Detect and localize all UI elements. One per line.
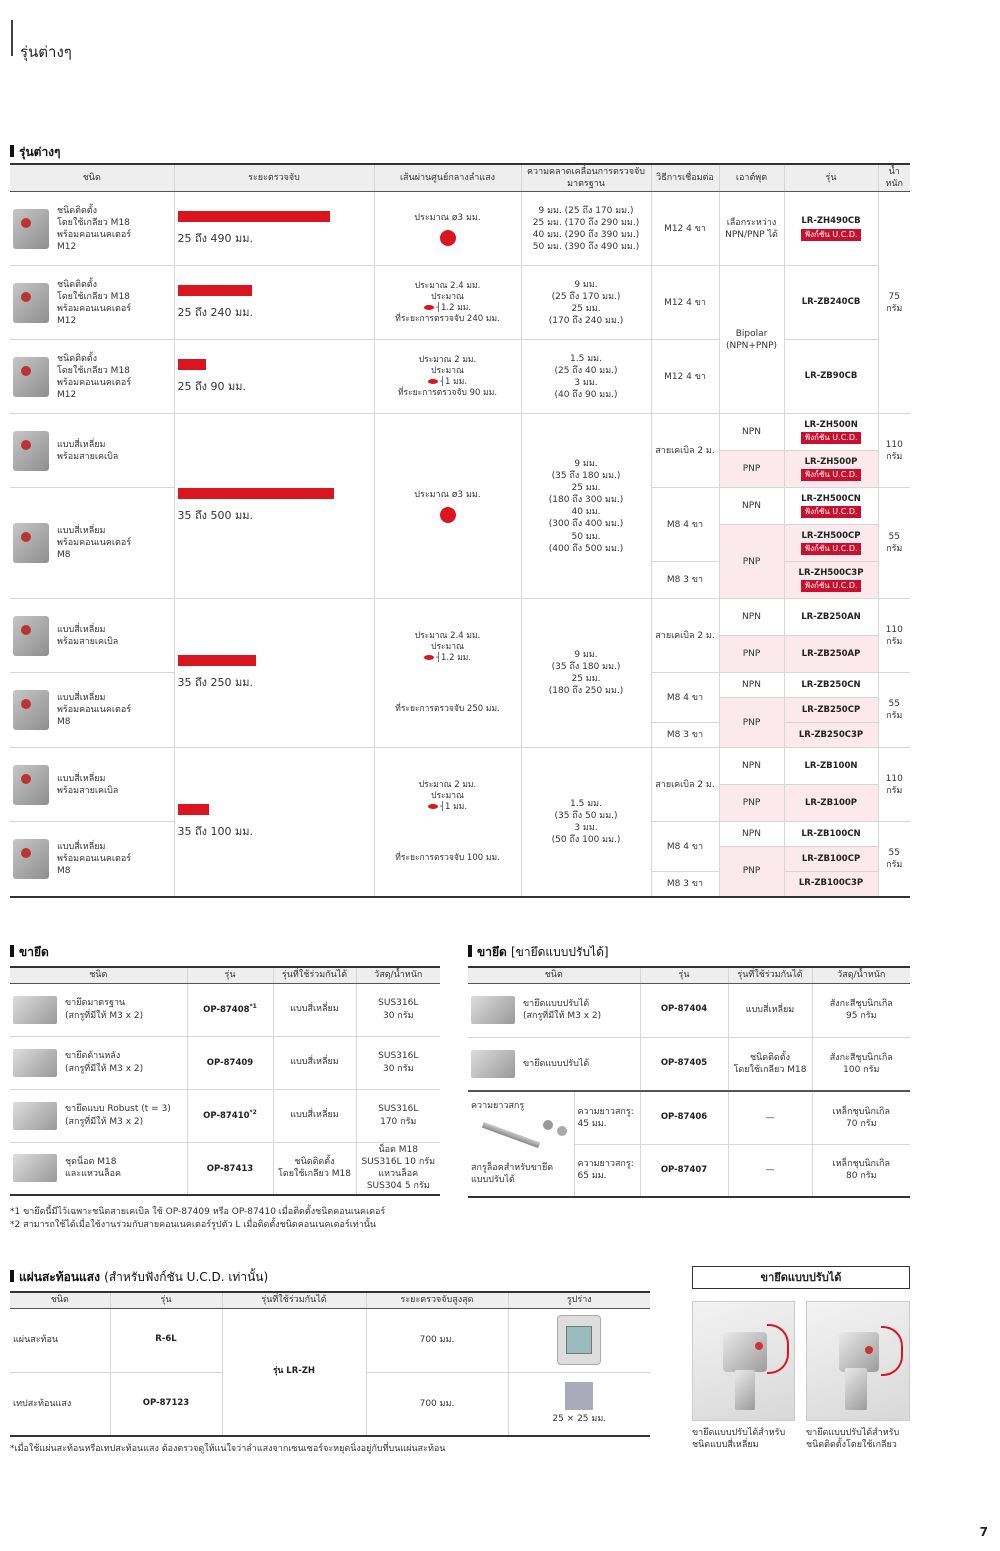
type-label: ขายึดด้านหลัง (สกรูที่มีให้ M3 x 2): [65, 1051, 144, 1074]
model-number: LR-ZB250CN: [784, 673, 878, 698]
material-cell: เหล็กชุบนิกเกิล 70 กรัม: [812, 1091, 910, 1144]
type-cell: [10, 192, 174, 266]
section-marker: [10, 945, 14, 957]
model-footnote-mark: *1: [249, 1002, 257, 1010]
output-cell: PNP: [719, 847, 784, 897]
model-cell: [784, 451, 878, 488]
sensor-square-image: [13, 690, 49, 730]
type-label: ชนิดติดตั้ง โดยใช้เกลียว M18 พร้อมคอนเนคเตอร์ M12: [57, 353, 132, 400]
beam-spot-ellipse-icon: [424, 655, 434, 660]
range-cell: [174, 340, 374, 414]
connection-cell: M12 4 ขา: [651, 192, 719, 266]
model-cell: [187, 983, 273, 1036]
model-cell: [187, 1036, 273, 1089]
adj-photo-caption-1: ขายึดแบบปรับได้สำหรับ ชนิดแบบสี่เหลี่ยม: [692, 1428, 786, 1451]
beam-size-label: ประมาณ ø3 มม.: [414, 490, 481, 501]
output-cell: NPN: [719, 599, 784, 636]
type-label: ขายึดแบบปรับได้: [523, 1058, 590, 1069]
model-number: LR-ZB250C3P: [784, 723, 878, 748]
header-type: ชนิด: [10, 967, 187, 983]
reflective-tape-image: [565, 1382, 593, 1410]
material-cell: สังกะสีชุบนิกเกิล 95 กรัม: [812, 983, 910, 1037]
beam-width-label: ประมาณ: [431, 790, 464, 801]
model-footnote-mark: *2: [249, 1108, 257, 1116]
model-number: LR-ZB100N: [784, 748, 878, 785]
model-cell: [187, 1089, 273, 1142]
type-label: แบบสี่เหลี่ยม พร้อมสายเคเบิล: [57, 624, 119, 647]
reflector-section-title: [10, 1268, 268, 1287]
weight-cell: 75 กรัม: [878, 192, 910, 414]
connection-cell: M8 3 ขา: [651, 723, 719, 748]
range-bar: [178, 211, 331, 222]
output-cell: Bipolar (NPN+PNP): [719, 266, 784, 414]
weight-cell: 55 กรัม: [878, 673, 910, 748]
screw-cell: [468, 1091, 574, 1197]
type-label: แบบสี่เหลี่ยม พร้อมคอนเนคเตอร์ M8: [57, 526, 132, 561]
beam-size-label: ประมาณ 2 มม.: [418, 779, 477, 790]
tolerance-cell: 9 มม. (35 ถึง 180 มม.) 25 มม. (180 ถึง 250 มม.): [521, 599, 651, 748]
range-bar: [178, 359, 206, 370]
tolerance-cell: 9 มม. (25 ถึง 170 มม.) 25 มม. (170 ถึง 290 มม.) 40 มม. (290 ถึง 390 มม.) 50 มม. (390 ถึง 490 มม.): [521, 192, 651, 266]
range-text: 35 ถึง 250 มม.: [177, 676, 254, 690]
max-range-cell: 700 มม.: [366, 1308, 508, 1372]
weight-cell: 110 กรัม: [878, 414, 910, 488]
compat-cell: —: [728, 1144, 812, 1197]
sensor-square-image: [13, 616, 49, 656]
header-connection: วิธีการเชื่อมต่อ: [651, 164, 719, 192]
output-cell: PNP: [719, 451, 784, 488]
header-compat: รุ่นที่ใช้ร่วมกันได้: [273, 967, 356, 983]
header-type: ชนิด: [10, 164, 174, 192]
bracket-image: [13, 1154, 57, 1182]
section-marker: [10, 1270, 14, 1282]
beam-spot-ellipse: ┤1 มม.: [378, 377, 518, 388]
beam-spot-round: [440, 230, 456, 246]
model-number: LR-ZB240CB: [784, 266, 878, 340]
table-row: [10, 1089, 440, 1142]
ucd-badge: ฟังก์ชัน U.C.D.: [801, 469, 860, 481]
model-number: LR-ZB100CP: [784, 847, 878, 872]
range-bar: [178, 488, 334, 499]
lock-screw-image: [471, 1112, 571, 1162]
model-number: OP-87407: [640, 1144, 728, 1197]
model-number: LR-ZH500CN: [801, 493, 861, 504]
bracket-section-title-text: ขายึด: [19, 945, 49, 959]
model-number: OP-87405: [640, 1037, 728, 1091]
page-title: รุ่นต่างๆ: [20, 43, 72, 61]
beam-spot-ellipse-icon: [424, 305, 434, 310]
table-row: [468, 1037, 910, 1091]
beam-size-label: ประมาณ 2.4 มม.: [414, 631, 481, 642]
header-compat: รุ่นที่ใช้ร่วมกันได้: [222, 1292, 366, 1308]
range-bar: [178, 804, 209, 815]
type-label: เทปสะท้อนแสง: [10, 1372, 110, 1436]
model-number: OP-87123: [110, 1372, 222, 1436]
reflector-note: *เมื่อใช้แผ่นสะท้อนหรือเทปสะท้อนแสง ต้องตรวจดูให้แน่ใจว่าลำแสงจากเซนเซอร์จะหยุดนิ่งอยู่กับที่บนแผ่นสะท้อน: [10, 1444, 446, 1454]
model-number: OP-87409: [206, 1057, 254, 1068]
material-cell: SUS316L 170 กรัม: [356, 1089, 440, 1142]
sensor-m18-image: [13, 357, 49, 397]
table-row: [10, 599, 910, 636]
type-label: แผ่นสะท้อน: [10, 1308, 110, 1372]
model-number: OP-87410: [203, 1110, 250, 1121]
connection-cell: สายเคเบิล 2 ม.: [651, 748, 719, 822]
header-type: ชนิด: [468, 967, 640, 983]
header-shape: รูปร่าง: [508, 1292, 650, 1308]
beam-distance-note: ที่ระยะการตรวจจับ 90 มม.: [397, 387, 498, 398]
output-cell: NPN: [719, 488, 784, 525]
range-text: 25 ถึง 490 มม.: [177, 231, 254, 245]
beam-size-label: ประมาณ 2 มม.: [418, 354, 477, 365]
beam-cell: [374, 748, 521, 897]
range-bar: [178, 285, 253, 296]
type-cell: [10, 488, 174, 599]
table-row: [10, 748, 910, 785]
header-material: วัสดุ/น้ำหนัก: [356, 967, 440, 983]
table-row: [468, 1091, 910, 1144]
adj-photo-caption-2: ขายึดแบบปรับได้สำหรับ ชนิดติดตั้งโดยใช้เกลียว: [806, 1428, 900, 1451]
model-number: LR-ZH500CP: [801, 530, 861, 541]
output-cell: PNP: [719, 698, 784, 748]
adjustable-bracket-image: [471, 1050, 515, 1078]
tolerance-cell: 1.5 มม. (35 ถึง 50 มม.) 3 มม. (50 ถึง 100 มม.): [521, 748, 651, 897]
bracket-image: [13, 1102, 57, 1130]
range-cell: [174, 748, 374, 897]
connection-cell: สายเคเบิล 2 ม.: [651, 599, 719, 673]
page-title-bar: [11, 20, 13, 56]
range-cell: [174, 414, 374, 599]
type-label: ชุดน็อต M18 และแหวนล็อค: [65, 1157, 122, 1180]
header-type: ชนิด: [10, 1292, 110, 1308]
tolerance-cell: 9 มม. (35 ถึง 180 มม.) 25 มม. (180 ถึง 300 มม.) 40 มม. (300 ถึง 400 มม.) 50 มม. (400 ถึง 500 มม.): [521, 414, 651, 599]
table-row: [10, 414, 910, 451]
header-model: รุ่น: [187, 967, 273, 983]
type-label: ชนิดติดตั้ง โดยใช้เกลียว M18 พร้อมคอนเนคเตอร์ M12: [57, 205, 132, 252]
bracket-note-2: *2 สามารถใช้ได้เมื่อใช้งานร่วมกับสายคอนเนคเตอร์รูปตัว L เมื่อติดตั้งชนิดคอนเนคเตอร์เท่านั้น: [10, 1220, 377, 1230]
table-row: [10, 1308, 650, 1372]
weight-cell: 55 กรัม: [878, 822, 910, 897]
beam-cell: [374, 192, 521, 266]
type-label: แบบสี่เหลี่ยม พร้อมคอนเนคเตอร์ M8: [57, 693, 132, 728]
compat-cell: —: [728, 1091, 812, 1144]
weight-cell: 55 กรัม: [878, 488, 910, 599]
model-number: OP-87404: [640, 983, 728, 1037]
bracket-image: [13, 996, 57, 1024]
type-cell: [468, 1037, 640, 1091]
connection-cell: M8 4 ขา: [651, 488, 719, 562]
model-cell: [784, 488, 878, 525]
model-number: OP-87413: [206, 1163, 254, 1174]
output-cell: เลือกระหว่าง NPN/PNP ได้: [719, 192, 784, 266]
beam-distance-note: ที่ระยะการตรวจจับ 250 มม.: [395, 704, 500, 715]
header-beam: เส้นผ่านศูนย์กลางลำแสง: [374, 164, 521, 192]
compat-cell: แบบสี่เหลี่ยม: [728, 983, 812, 1037]
range-cell: [174, 599, 374, 748]
type-cell: [10, 340, 174, 414]
ucd-badge: ฟังก์ชัน U.C.D.: [801, 580, 860, 592]
bracket-header-row: [10, 967, 440, 983]
header-model: รุ่น: [110, 1292, 222, 1308]
adj-section-subtitle: [ขายึดแบบปรับได้]: [510, 945, 609, 959]
type-cell: [10, 1036, 187, 1089]
type-cell: [10, 1142, 187, 1195]
table-row: [10, 1036, 440, 1089]
model-number: LR-ZH500P: [804, 456, 858, 467]
page-number: 7: [979, 1525, 988, 1539]
range-text: 25 ถึง 90 มม.: [177, 379, 247, 393]
beam-width-label: ประมาณ: [431, 365, 464, 376]
bracket-note-1: *1 ขายึดนี้มีไว้เฉพาะชนิดสายเคเบิล ใช้ OP-87409 หรือ OP-87410 เมื่อติดตั้งชนิดคอนเนคเตอร์: [10, 1207, 386, 1217]
weight-cell: 110 กรัม: [878, 599, 910, 673]
header-weight: น้ำหนัก: [878, 164, 910, 192]
type-cell: [10, 1089, 187, 1142]
output-cell: NPN: [719, 822, 784, 847]
adjustable-bracket-image: [471, 996, 515, 1024]
material-cell: น็อต M18 SUS316L 10 กรัม แหวนล็อค SUS304 5 กรัม: [356, 1142, 440, 1195]
adj-bracket-square-photo: [692, 1301, 795, 1421]
compat-cell: แบบสี่เหลี่ยม: [273, 983, 356, 1036]
header-material: วัสดุ/น้ำหนัก: [812, 967, 910, 983]
reflector-section-title-text: แผ่นสะท้อนแสง: [19, 1270, 100, 1284]
beam-spot-ellipse-icon: [428, 804, 438, 809]
beam-distance-note: ที่ระยะการตรวจจับ 240 มม.: [395, 313, 500, 324]
table-row: [10, 266, 910, 340]
model-cell: [784, 414, 878, 451]
type-cell: [10, 414, 174, 488]
ucd-badge: ฟังก์ชัน U.C.D.: [801, 229, 860, 241]
tolerance-cell: 1.5 มม. (25 ถึง 40 มม.) 3 มม. (40 ถึง 90 มม.): [521, 340, 651, 414]
reflector-plate-image: [557, 1315, 601, 1365]
type-label: ความยาวสกรู: 65 มม.: [574, 1144, 640, 1197]
section-marker: [468, 945, 472, 957]
output-cell: NPN: [719, 414, 784, 451]
model-cell: [784, 525, 878, 562]
connection-cell: M8 4 ขา: [651, 822, 719, 872]
model-number: LR-ZB100CN: [784, 822, 878, 847]
adj-bracket-thread-photo: [806, 1301, 910, 1421]
beam-size-label: ประมาณ 2.4 มม.: [414, 280, 481, 291]
header-range: ระยะตรวจจับ: [174, 164, 374, 192]
beam-distance-note: ที่ระยะการตรวจจับ 100 มม.: [395, 853, 500, 864]
ucd-badge: ฟังก์ชัน U.C.D.: [801, 506, 860, 518]
reflector-table: [10, 1291, 650, 1437]
adj-section-title-text: ขายึด: [477, 945, 507, 959]
type-cell: [10, 822, 174, 897]
beam-spot-ellipse: ┤1.2 มม.: [378, 303, 518, 314]
adj-photo-title: ขายึดแบบปรับได้: [692, 1266, 910, 1289]
range-text: 25 ถึง 240 มม.: [177, 305, 254, 319]
reflector-header-row: [10, 1292, 650, 1308]
model-cell: [784, 562, 878, 599]
material-cell: SUS316L 30 กรัม: [356, 1036, 440, 1089]
type-label: ชนิดติดตั้ง โดยใช้เกลียว M18 พร้อมคอนเนคเตอร์ M12: [57, 279, 132, 326]
type-label: ขายึดมาตรฐาน (สกรูที่มีให้ M3 x 2): [65, 998, 144, 1021]
model-number: OP-87406: [640, 1091, 728, 1144]
adj-section-title: [468, 943, 609, 962]
output-cell: PNP: [719, 636, 784, 673]
range-text: 35 ถึง 500 มม.: [177, 509, 254, 523]
header-max-range: ระยะตรวจจับสูงสุด: [366, 1292, 508, 1308]
sensor-m18-image: [13, 209, 49, 249]
model-number: LR-ZB250AP: [784, 636, 878, 673]
section-marker: [10, 145, 14, 157]
compat-cell: ชนิดติดตั้ง โดยใช้เกลียว M18: [273, 1142, 356, 1195]
type-label: แบบสี่เหลี่ยม พร้อมสายเคเบิล: [57, 439, 119, 462]
bracket-section-title: [10, 943, 49, 962]
ucd-badge: ฟังก์ชัน U.C.D.: [801, 432, 860, 444]
adj-header-row: [468, 967, 910, 983]
model-number: OP-87408: [203, 1004, 250, 1015]
reflector-section-subtitle: (สำหรับฟังก์ชัน U.C.D. เท่านั้น): [104, 1270, 269, 1284]
screw-length-label: ความยาวสกรู: [471, 1101, 525, 1111]
max-range-cell: 700 มม.: [366, 1372, 508, 1436]
shape-label: 25 × 25 มม.: [552, 1414, 607, 1425]
type-label: แบบสี่เหลี่ยม พร้อมคอนเนคเตอร์ M8: [57, 841, 132, 877]
model-number: LR-ZH490CB: [801, 216, 861, 227]
sensor-m18-image: [13, 283, 49, 323]
connection-cell: M8 3 ขา: [651, 562, 719, 599]
connection-cell: M12 4 ขา: [651, 266, 719, 340]
screw-caption: สกรูล็อคสำหรับขายึด แบบปรับได้: [471, 1163, 554, 1186]
output-cell: NPN: [719, 673, 784, 698]
beam-spot-ellipse: ┤1.2 มม.: [378, 653, 518, 664]
sensor-square-image: [13, 431, 49, 471]
type-label: ความยาวสกรู: 45 มม.: [574, 1091, 640, 1144]
range-bar: [178, 655, 256, 666]
connection-cell: M8 4 ขา: [651, 673, 719, 723]
compat-cell: แบบสี่เหลี่ยม: [273, 1036, 356, 1089]
bracket-image: [13, 1049, 57, 1077]
model-cell: [187, 1142, 273, 1195]
model-number: LR-ZH500C3P: [798, 567, 864, 578]
output-cell: PNP: [719, 525, 784, 599]
type-label: ขายึดแบบปรับได้ (สกรูที่มีให้ M3 x 2): [523, 998, 602, 1021]
beam-spot-ellipse: ┤1 มม.: [378, 802, 518, 813]
material-cell: สังกะสีชุบนิกเกิล 100 กรัม: [812, 1037, 910, 1091]
type-cell: [10, 266, 174, 340]
beam-cell: [374, 599, 521, 748]
model-number: LR-ZB250AN: [784, 599, 878, 636]
table-row: [10, 983, 440, 1036]
bracket-table: [10, 966, 440, 1196]
type-cell: [10, 599, 174, 673]
output-cell: NPN: [719, 748, 784, 785]
header-output: เอาต์พุต: [719, 164, 784, 192]
adj-bracket-table: [468, 966, 910, 1198]
shape-cell: [508, 1308, 650, 1372]
model-number: LR-ZB100C3P: [784, 872, 878, 897]
output-cell: PNP: [719, 785, 784, 822]
connection-cell: M8 3 ขา: [651, 872, 719, 897]
header-tolerance: ความคลาดเคลื่อนการตรวจจับมาตรฐาน: [521, 164, 651, 192]
type-cell: [468, 983, 640, 1037]
type-label: แบบสี่เหลี่ยม พร้อมสายเคเบิล: [57, 773, 119, 796]
compat-cell: แบบสี่เหลี่ยม: [273, 1089, 356, 1142]
sensor-square-image: [13, 765, 49, 805]
shape-cell: [508, 1372, 650, 1436]
type-cell: [10, 748, 174, 822]
ucd-badge: ฟังก์ชัน U.C.D.: [801, 543, 860, 555]
model-number: R-6L: [110, 1308, 222, 1372]
model-number: LR-ZH500N: [804, 419, 858, 430]
compat-cell: รุ่น LR-ZH: [222, 1308, 366, 1436]
model-number: LR-ZB100P: [784, 785, 878, 822]
range-text: 35 ถึง 100 มม.: [177, 825, 254, 839]
type-label: ขายึดแบบ Robust (t = 3) (สกรูที่มีให้ M3 x 2): [65, 1104, 171, 1127]
type-cell: [10, 673, 174, 748]
connection-cell: สายเคเบิล 2 ม.: [651, 414, 719, 488]
header-model: รุ่น: [640, 967, 728, 983]
table-row: [10, 1142, 440, 1195]
sensor-square-image: [13, 523, 49, 563]
range-cell: [174, 192, 374, 266]
beam-size-label: ประมาณ ø3 มม.: [414, 212, 481, 223]
header-compat: รุ่นที่ใช้ร่วมกันได้: [728, 967, 812, 983]
beam-spot-round: [440, 507, 456, 523]
material-cell: SUS316L 30 กรัม: [356, 983, 440, 1036]
beam-width-label: ประมาณ: [431, 642, 464, 653]
models-header-row: [10, 164, 910, 192]
type-cell: [10, 983, 187, 1036]
header-model: รุ่น: [784, 164, 878, 192]
models-table: [10, 163, 910, 898]
beam-spot-ellipse-icon: [428, 379, 438, 384]
material-cell: เหล็กชุบนิกเกิล 80 กรัม: [812, 1144, 910, 1197]
connection-cell: M12 4 ขา: [651, 340, 719, 414]
sensor-square-image: [13, 839, 49, 879]
compat-cell: ชนิดติดตั้ง โดยใช้เกลียว M18: [728, 1037, 812, 1091]
table-row: [468, 983, 910, 1037]
beam-cell: [374, 266, 521, 340]
beam-cell: [374, 414, 521, 599]
table-row: [10, 192, 910, 266]
beam-width-label: ประมาณ: [431, 291, 464, 302]
model-number: LR-ZB250CP: [784, 698, 878, 723]
model-number: LR-ZB90CB: [784, 340, 878, 414]
model-cell: [784, 192, 878, 266]
beam-cell: [374, 340, 521, 414]
tolerance-cell: 9 มม. (25 ถึง 170 มม.) 25 มม. (170 ถึง 240 มม.): [521, 266, 651, 340]
weight-cell: 110 กรัม: [878, 748, 910, 822]
models-section-title: [10, 143, 60, 162]
range-cell: [174, 266, 374, 340]
models-section-title-text: รุ่นต่างๆ: [19, 145, 61, 159]
